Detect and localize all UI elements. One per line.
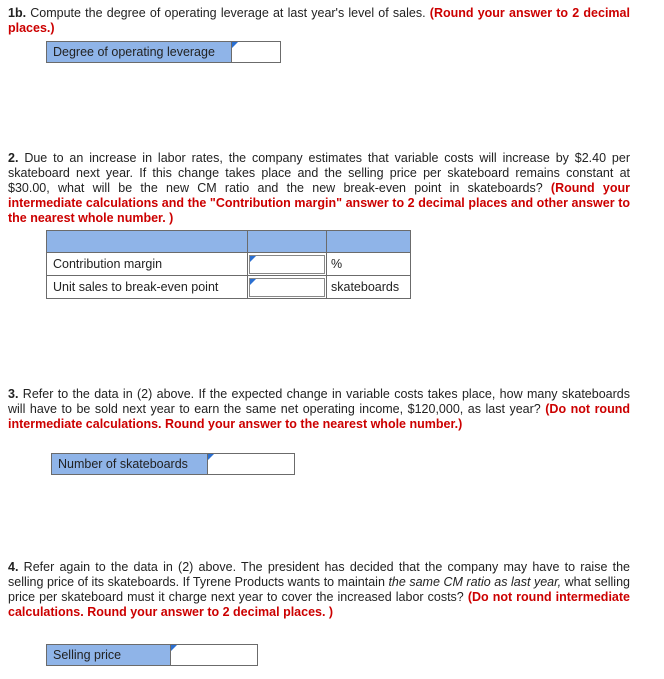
question-2 [8, 151, 630, 226]
skateboards-label: Number of skateboards [51, 453, 208, 475]
question-number: 3. [8, 387, 19, 401]
question-text: Due to an increase in labor rates, the company estimates that variable costs will increase by $2.40 per skateboard next year. If this change takes place and the selling price per skateboard remains constant at $30.00, what will be the new CM ratio and the new break-even point in skateboards? [8, 151, 630, 195]
cm-input-box[interactable] [249, 255, 325, 274]
table-row [46, 252, 248, 276]
question-number: 4. [8, 560, 19, 574]
question-text: Refer to the data in (2) above. If the expected change in variable costs takes place, how many skateboards will have to be sold next year to earn the same net operating income, $120,000, as last year? [8, 387, 630, 416]
question-number: 1b. [8, 6, 27, 20]
selling-price-label: Selling price [46, 644, 171, 666]
cm-cell [247, 252, 327, 276]
rounding-note: (Do not round intermediate calculations. Round your answer to 2 decimal places. ) [8, 590, 630, 619]
table-row [46, 275, 248, 299]
dol-input-box[interactable] [231, 41, 281, 63]
dol-label: Degree of operating leverage [46, 41, 232, 63]
rounding-note: (Do not round intermediate calculations. Round your answer to the nearest whole number.) [8, 402, 630, 431]
question-4 [8, 560, 630, 620]
skateboards-input-box[interactable] [207, 453, 295, 475]
break-even-units-input[interactable] [250, 279, 324, 296]
rounding-note: (Round your intermediate calculations and the "Contribution margin" answer to 2 decimal places and other answer to the nearest whole number. ) [8, 181, 630, 225]
question-text: what selling price per skateboard must it charge next year to cover the increased labor costs? [8, 575, 630, 604]
question-text: Refer again to the data in (2) above. The president has decided that the company may have to raise the selling price of its skateboards. If Tyrene Products wants to maintain [8, 560, 630, 589]
selling-price-input-box[interactable] [170, 644, 258, 666]
breakeven-input-box[interactable] [249, 278, 325, 297]
question-3 [8, 387, 630, 432]
table-header-cell [326, 230, 411, 253]
row-label: Unit sales to break-even point [53, 280, 219, 294]
selling-price-input[interactable] [171, 645, 257, 665]
percent-unit: % [331, 257, 343, 271]
rounding-note: (Round your answer to 2 decimal places.) [8, 6, 630, 35]
number-of-skateboards-input[interactable] [208, 454, 294, 474]
skateboards-unit: skateboards [331, 280, 400, 294]
question-text-italic: the same CM ratio as last year, [388, 575, 562, 589]
unit-cell [326, 275, 411, 299]
table-header-cell [46, 230, 248, 253]
table-header-cell [247, 230, 327, 253]
question-text: Compute the degree of operating leverage at last year's level of sales. [30, 6, 426, 20]
breakeven-cell [247, 275, 327, 299]
contribution-margin-input[interactable] [250, 256, 324, 273]
row-label: Contribution margin [53, 257, 163, 271]
unit-cell [326, 252, 411, 276]
question-number: 2. [8, 151, 19, 165]
question-1b [8, 6, 630, 36]
dol-input[interactable] [232, 42, 280, 62]
